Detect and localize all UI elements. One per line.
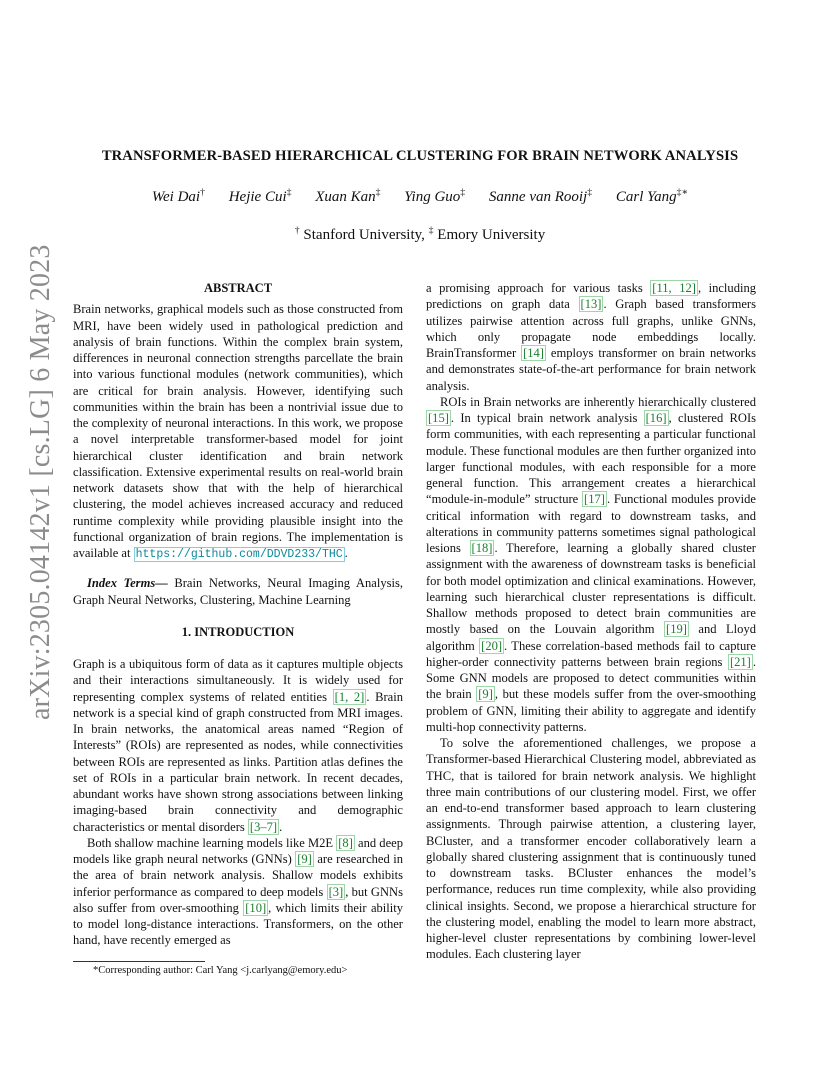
- citation-link[interactable]: [18]: [471, 541, 493, 555]
- citation-link[interactable]: [15]: [428, 411, 449, 425]
- left-column: [73, 280, 403, 949]
- citation-link[interactable]: [11, 12]: [652, 281, 696, 295]
- citation-link[interactable]: [17]: [584, 492, 605, 507]
- right-paragraph-2: ROIs in Brain networks are inherently hierarchically clustered [15] . In typical brain network analysis [16] , clustered ROIs form communities, with each representing a particular functional module. These functional modules are then further organized into larger functional modules, with each responsible for a more general function. This arrangement creates a hierarchical “module-in-module” structure [17] . Functional modules provide critical information with regard to downstream tasks, and alterations in community patterns sometimes signal pathological lesions [18] . Therefore, learning a globally shared cluster assignment with the awareness of downstream tasks is beneficial for both model optimization and clinical examinations. However, learning such hierarchical cluster representations is difficult. Shallow methods proposed to detect brain communities are mostly based on the Louvain algorithm [19] and Lloyd algorithm [20] . These correlation-based methods fail to capture higher-order connectivity patterns between brain regions [21] . Some GNN models are proposed to detect communities within the brain [9] , but these models suffer from the over-smoothing problem of GNN, limiting their ability to aggregate and identify multi-hop connectivity patterns.: [426, 394, 756, 734]
- citation-link[interactable]: [3]: [328, 884, 344, 899]
- index-terms: Index Terms— Brain Networks, Neural Imaging Analysis, Graph Neural Networks, Clustering, Machine Learning: [73, 576, 403, 607]
- citation-link[interactable]: [1, 2]: [334, 689, 365, 704]
- github-link[interactable]: https://github.com/DDVD233/THC: [135, 548, 343, 561]
- author: Hejie Cui‡: [228, 187, 292, 205]
- citation-link[interactable]: [20]: [481, 638, 503, 653]
- author: Xuan Kan‡: [315, 187, 381, 205]
- abstract-heading: ABSTRACT: [203, 281, 273, 295]
- author: Ying Guo‡: [404, 187, 466, 205]
- affiliations: † Stanford University, ‡ Emory University: [294, 225, 546, 243]
- footnote-rule: [73, 961, 205, 962]
- citation-link[interactable]: [8]: [338, 835, 353, 850]
- author: Carl Yang‡∗: [615, 187, 689, 205]
- paper-title: TRANSFORMER-BASED HIERARCHICAL CLUSTERING FOR BRAIN NETWORK ANALYSIS: [101, 148, 739, 164]
- citation-link[interactable]: [10]: [245, 900, 267, 915]
- citation-link[interactable]: [13]: [580, 297, 602, 312]
- footnote: *Corresponding author: Carl Yang <j.carlyang@emory.edu>: [93, 965, 348, 976]
- citation-link[interactable]: [3–7]: [249, 819, 278, 834]
- author: Wei Dai†: [151, 187, 205, 205]
- citation-link[interactable]: [21]: [729, 654, 751, 669]
- citation-link[interactable]: [9]: [478, 687, 493, 702]
- introduction-heading: 1. INTRODUCTION: [181, 624, 295, 639]
- citation-link[interactable]: [19]: [666, 622, 687, 637]
- right-paragraph-1: a promising approach for various tasks [11, 12] , including predictions on graph data [13] . Graph based transformers utilizes pairwise attention across full graphs, unlike GNNs, which only propagate node embeddings locally. BrainTransformer [14] employs transformer on brain networks and demonstrates state-of-the-art performance for brain network analysis.: [426, 281, 756, 393]
- right-paragraph-3: To solve the aforementioned challenges, we propose a Transformer-based Hierarchical Clustering model, abbreviated as THC, that is tailored for brain network analysis. We highlight three main contributions of our clustering model. First, we offer an end-to-end transformer based approach to learn clustering assignments. Through pairwise attention, a clustering layer, BCluster, and a transformer encoder collaboratively learn a globally shared clustering assignment that is continuously tuned to downstream tasks. BCluster enhances the model’s performance, reduces run time complexity, while also providing clinical insights. Second, we propose a hierarchical structure for the clustering model, enabling the model to learn more abstract, higher-level cluster representations by combining lower-level modules. Each clustering layer: [426, 736, 756, 962]
- citation-link[interactable]: [14]: [523, 346, 544, 360]
- author-list: [70, 187, 770, 206]
- author: Sanne van Rooij‡: [488, 187, 593, 205]
- citation-link[interactable]: [16]: [645, 411, 667, 425]
- right-column: [426, 280, 756, 963]
- intro-paragraph-2: Both shallow machine learning models like M2E [8] and deep models like graph neural networks (GNNs) [9] are researched in the area of brain network analysis. Shallow models exhibits inferior performance as compared to deep models [3] , but GNNs also suffer from over-smoothing [10] , which limits their ability to model long-distance interactions. Transformers, on the other hand, have recently emerged as: [73, 835, 403, 948]
- arxiv-identifier: arXiv:2305.04142v1 [cs.LG] 6 May 2023: [25, 244, 56, 720]
- intro-paragraph-1: Graph is a ubiquitous form of data as it captures multiple objects and their interactions simultaneously. It is widely used for representing complex systems of related entities [1, 2] . Brain network is a special kind of graph constructed from MRI images. In brain networks, the anatomical areas named “Region of Interests” (ROIs) are represented as nodes, while connectivities between ROIs are represented as links. Partition atlas defines the set of ROIs in a particular brain network. In recent decades, abundant works have shown strong associations between linking imaging-based brain connectivity and demographic characteristics or mental disorders [3–7] .: [73, 657, 403, 834]
- citation-link[interactable]: [9]: [297, 852, 312, 866]
- abstract-text: Brain networks, graphical models such as those constructed from MRI, have been widely used in pathological prediction and analysis of brain functions. Within the complex brain system, differences in neuronal connection strengths parcellate the brain into various functional modules (network communities), which are critical for brain analysis. However, identifying such communities within the brain has been a nontrivial issue due to the complexity of neuronal interactions. In this work, we propose a novel interpretable transformer-based model for joint hierarchical cluster identification and brain network classification. Extensive experimental results on real-world brain network datasets show that with the help of hierarchical clustering, the model achieves increased accuracy and reduced runtime complexity while providing plausible insight into the functional organization of brain regions. The implementation is available at https://github.com/DDVD233/THC .: [73, 302, 403, 561]
